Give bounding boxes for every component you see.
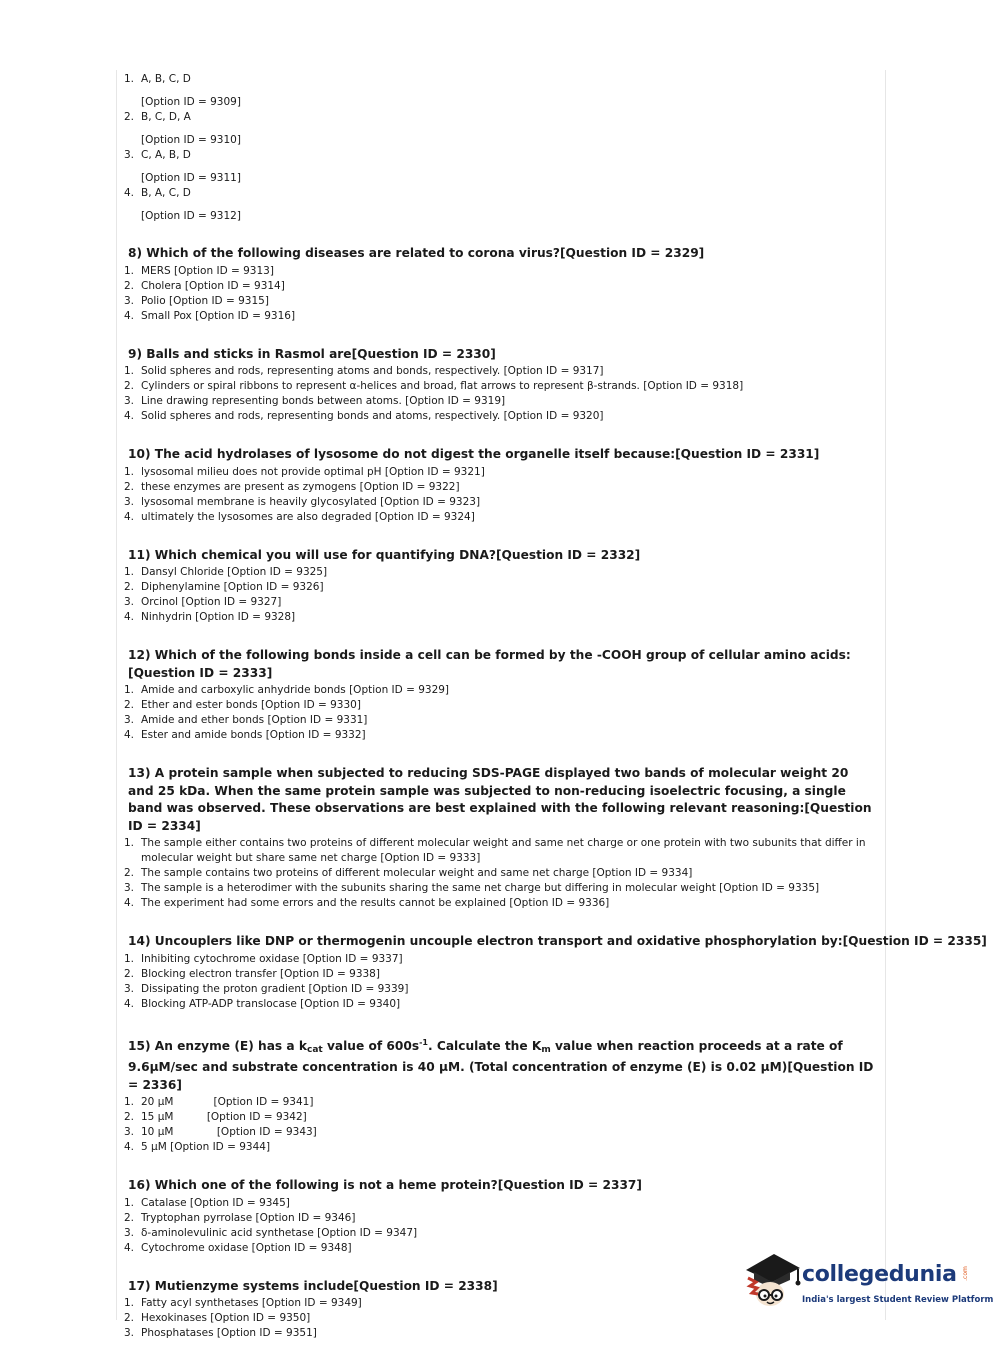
option-id: [Option ID = 9309]	[141, 96, 241, 108]
question-14	[124, 933, 987, 1012]
option-line: 1. MERS [Option ID = 9313]	[124, 264, 274, 277]
option-line: 2. Diphenylamine [Option ID = 9326]	[124, 581, 324, 593]
option-line: 3. Dissipating the proton gradient [Option ID = 9339]	[124, 982, 409, 995]
option-line: 1. Inhibiting cytochrome oxidase [Option ID = 9337]	[124, 952, 403, 965]
option-line: 2. Ether and ester bonds [Option ID = 9330]	[124, 699, 361, 711]
option-line: 3. 10 μM [Option ID = 9343]	[124, 1126, 317, 1138]
option-line: 2. Cholera [Option ID = 9314]	[124, 279, 285, 292]
option-line: 1. A, B, C, D	[124, 73, 191, 85]
question-title: 10) The acid hydrolases of lysosome do not digest the organelle itself because:[Question ID = 2331]	[128, 447, 820, 461]
option-line: 2. Cylinders or spiral ribbons to represent α-helices and broad, flat arrows to represent β-strands. [Option ID = 9318]	[124, 380, 744, 392]
collegedunia-logo[interactable]	[740, 1248, 994, 1314]
question-9	[124, 346, 876, 425]
option-line: 2. The sample contains two proteins of different molecular weight and same net charge [Option ID = 9334]	[124, 867, 693, 879]
option-line: 4. B, A, C, D	[124, 187, 191, 199]
option-line: 3. C, A, B, D	[124, 149, 191, 161]
option-line: 1. Dansyl Chloride [Option ID = 9325]	[124, 566, 328, 578]
question-title: 9) Balls and sticks in Rasmol are[Question ID = 2330]	[128, 346, 496, 361]
option-line: 3. Amide and ether bonds [Option ID = 9331]	[124, 714, 368, 726]
option-line: 2. 15 μM [Option ID = 9342]	[124, 1111, 307, 1123]
mascot-icon	[740, 1248, 804, 1314]
brand-name: collegedunia	[802, 1262, 957, 1287]
question-10	[124, 446, 876, 525]
option-line: 1. Fatty acyl synthetases [Option ID = 9349]	[124, 1297, 362, 1309]
question-title: 8) Which of the following diseases are related to corona virus?[Question ID = 2329]	[128, 246, 705, 260]
option-line: 4. Ester and amide bonds [Option ID = 9332]	[124, 729, 366, 741]
question-title: 11) Which chemical you will use for quantifying DNA?[Question ID = 2332]	[128, 547, 641, 562]
option-line: 1. The sample either contains two proteins of different molecular weight and same net charge or one protein with two subunits that differ in molecular weight but share same net charge [Option ID = 9333]	[124, 837, 866, 864]
option-line: 2. B, C, D, A	[124, 111, 191, 123]
option-line: 4. Cytochrome oxidase [Option ID = 9348]	[124, 1241, 352, 1254]
option-line: 2. these enzymes are present as zymogens [Option ID = 9322]	[124, 480, 460, 493]
option-line: 4. The experiment had some errors and the results cannot be explained [Option ID = 9336]	[124, 897, 610, 909]
option-line: 4. Solid spheres and rods, representing bonds and atoms, respectively. [Option ID = 9320]	[124, 410, 604, 422]
question-11	[124, 547, 876, 626]
option-line: 1. Amide and carboxylic anhydride bonds [Option ID = 9329]	[124, 684, 450, 696]
option-line: 2. Blocking electron transfer [Option ID = 9338]	[124, 967, 380, 980]
option-id: [Option ID = 9311]	[141, 172, 241, 184]
question-16	[124, 1177, 876, 1256]
option-line: 4. ultimately the lysosomes are also degraded [Option ID = 9324]	[124, 510, 475, 523]
option-line: 3. Polio [Option ID = 9315]	[124, 294, 269, 307]
prev-question-options	[124, 72, 876, 224]
option-line: 3. δ-aminolevulinic acid synthetase [Option ID = 9347]	[124, 1226, 418, 1239]
option-line: 1. Catalase [Option ID = 9345]	[124, 1196, 290, 1209]
question-title: 15) An enzyme (E) has a kcat value of $600s^{-1}$. Calculate the Km value when reaction proceeds at a rate of 9.6μM/sec and substrate concentration is 40 μM. (Total concentration of enzyme (E) is 0.02 μM)[Question ID = 2336]	[128, 1037, 874, 1092]
option-line: 1. Solid spheres and rods, representing atoms and bonds, respectively. [Option ID = 9317]	[124, 365, 604, 377]
option-line: 4. Blocking ATP-ADP translocase [Option ID = 9340]	[124, 997, 401, 1010]
option-line: 1. lysosomal milieu does not provide optimal pH [Option ID = 9321]	[124, 465, 485, 478]
option-line: 1. 20 μM [Option ID = 9341]	[124, 1096, 314, 1108]
option-line: 3. Line drawing representing bonds between atoms. [Option ID = 9319]	[124, 395, 506, 407]
option-id: [Option ID = 9312]	[141, 210, 241, 222]
brand-tagline: India's largest Student Review Platform	[802, 1295, 994, 1305]
question-12	[124, 647, 876, 743]
question-title: 14) Uncouplers like DNP or thermogenin uncouple electron transport and oxidative phosphorylation by:[Question ID = 2335]	[128, 934, 987, 948]
option-line: 3. Orcinol [Option ID = 9327]	[124, 596, 282, 608]
brand-domain: .com	[961, 1266, 969, 1281]
option-line: 4. 5 μM [Option ID = 9344]	[124, 1141, 271, 1153]
option-line: 3. The sample is a heterodimer with the subunits sharing the same net charge but differing in molecular weight [Option ID = 9335]	[124, 882, 820, 894]
question-title: 16) Which one of the following is not a heme protein?[Question ID = 2337]	[128, 1178, 642, 1192]
option-line: 3. lysosomal membrane is heavily glycosylated [Option ID = 9323]	[124, 495, 481, 508]
option-line: 4. Small Pox [Option ID = 9316]	[124, 309, 296, 322]
question-8	[124, 245, 876, 324]
option-line: 4. Ninhydrin [Option ID = 9328]	[124, 611, 296, 623]
option-id: [Option ID = 9310]	[141, 134, 241, 146]
question-title: 13) A protein sample when subjected to reducing SDS-PAGE displayed two bands of molecular weight 20 and 25 kDa. When the same protein sample was subjected to non-reducing isoelectric focusing, a single band was observed. These observations are best explained with the following relevant reasoning:[Question ID = 2334]	[128, 766, 872, 833]
option-line: 2. Tryptophan pyrrolase [Option ID = 9346]	[124, 1211, 356, 1224]
question-15	[124, 1034, 876, 1156]
question-13	[124, 765, 876, 911]
option-line: 2. Hexokinases [Option ID = 9350]	[124, 1312, 311, 1324]
option-line: 3. Phosphatases [Option ID = 9351]	[124, 1327, 317, 1339]
question-title: 12) Which of the following bonds inside a cell can be formed by the -COOH group of cellular amino acids:[Question ID = 2333]	[128, 648, 851, 680]
question-title: 17) Mutienzyme systems include[Question ID = 2338]	[128, 1278, 498, 1293]
